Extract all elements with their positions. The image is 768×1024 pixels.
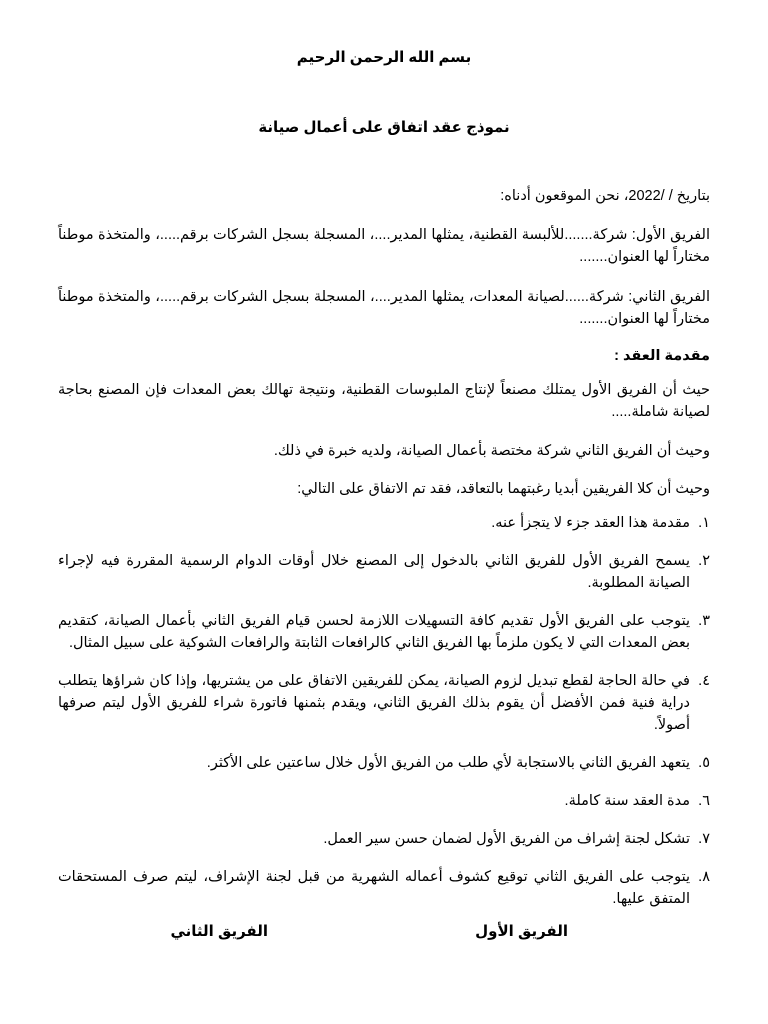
clause-item	[58, 670, 710, 736]
clause-text: يتوجب على الفريق الثاني توقيع كشوف أعماله الشهرية من قبل لجنة الإشراف، ليتم صرف المستحقات المتفق عليها.	[58, 869, 690, 907]
clause-item	[58, 828, 710, 850]
clause-text: يتعهد الفريق الثاني بالاستجابة لأي طلب من الفريق الأول خلال ساعتين على الأكثر.	[206, 755, 690, 771]
clause-item	[58, 866, 710, 910]
clause-item	[58, 790, 710, 812]
clause-item	[58, 610, 710, 654]
clause-number: ٨.	[698, 869, 710, 885]
clause-number: ٦.	[698, 793, 710, 809]
clause-text: مدة العقد سنة كاملة.	[564, 793, 690, 809]
whereas-paragraph-3: وحيث أن كلا الفريقين أبديا رغبتهما بالتعاقد، فقد تم الاتفاق على التالي:	[297, 481, 710, 497]
clause-item	[58, 512, 710, 534]
clause-number: ٢.	[698, 553, 710, 569]
introduction-heading: مقدمة العقد :	[614, 348, 710, 364]
second-party-signature-label: الفريق الثاني	[170, 923, 268, 940]
clause-text: مقدمة هذا العقد جزء لا يتجزأ عنه.	[491, 515, 690, 531]
clauses-list	[58, 512, 710, 926]
bismillah-heading: بسم الله الرحمن الرحيم	[296, 49, 472, 66]
date-line: بتاريخ / /2022، نحن الموقعون أدناه:	[500, 188, 710, 204]
clause-text: تشكل لجنة إشراف من الفريق الأول لضمان حسن سير العمل.	[323, 831, 690, 847]
clause-text: في حالة الحاجة لقطع تبديل لزوم الصيانة، يمكن للفريقين الاتفاق على من يشتريها، وإذا كان شراؤها يتطلب دراية فنية فمن الأفضل أن يقوم بذلك الفريق الثاني، ويقدم بثمنها فاتورة شراء للفريق الأول ليتم صرفها أصولاً.	[58, 673, 690, 733]
clause-item	[58, 752, 710, 774]
document-title: نموذج عقد اتفاق على أعمال صيانة	[258, 119, 510, 136]
whereas-paragraph-2: وحيث أن الفريق الثاني شركة مختصة بأعمال الصيانة، ولديه خبرة في ذلك.	[273, 443, 710, 459]
clause-number: ٣.	[698, 613, 710, 629]
clause-item	[58, 550, 710, 594]
clause-number: ٧.	[698, 831, 710, 847]
second-party-paragraph: الفريق الثاني: شركة......لصيانة المعدات، يمثلها المدير....، المسجلة بسجل الشركات برقم.....، والمتخذة موطناً مختاراً لها العنوان.......	[58, 289, 710, 327]
clause-text: يتوجب على الفريق الأول تقديم كافة التسهيلات اللازمة لحسن قيام الفريق الثاني بأعمال الصيانة، كتقديم بعض المعدات التي لا يكون ملزماً بها الفريق الثاني كالرافعات الثابتة والرافعات الشوكية على سبيل المثال.	[58, 613, 690, 651]
first-party-signature-label: الفريق الأول	[475, 923, 568, 940]
clause-text: يسمح الفريق الأول للفريق الثاني بالدخول إلى المصنع خلال أوقات الدوام الرسمية المقررة فيه لإجراء الصيانة المطلوبة.	[58, 553, 690, 591]
clause-number: ١.	[698, 515, 710, 531]
clause-number: ٥.	[698, 755, 710, 771]
whereas-paragraph-1: حيث أن الفريق الأول يمتلك مصنعاً لإنتاج الملبوسات القطنية، ونتيجة تهالك بعض المعدات فإن المصنع بحاجة لصيانة شاملة.....	[58, 382, 710, 420]
first-party-paragraph: الفريق الأول: شركة.......للألبسة القطنية، يمثلها المدير....، المسجلة بسجل الشركات برقم.....، والمتخذة موطناً مختاراً لها العنوان.......	[58, 227, 710, 265]
clause-number: ٤.	[698, 673, 710, 689]
